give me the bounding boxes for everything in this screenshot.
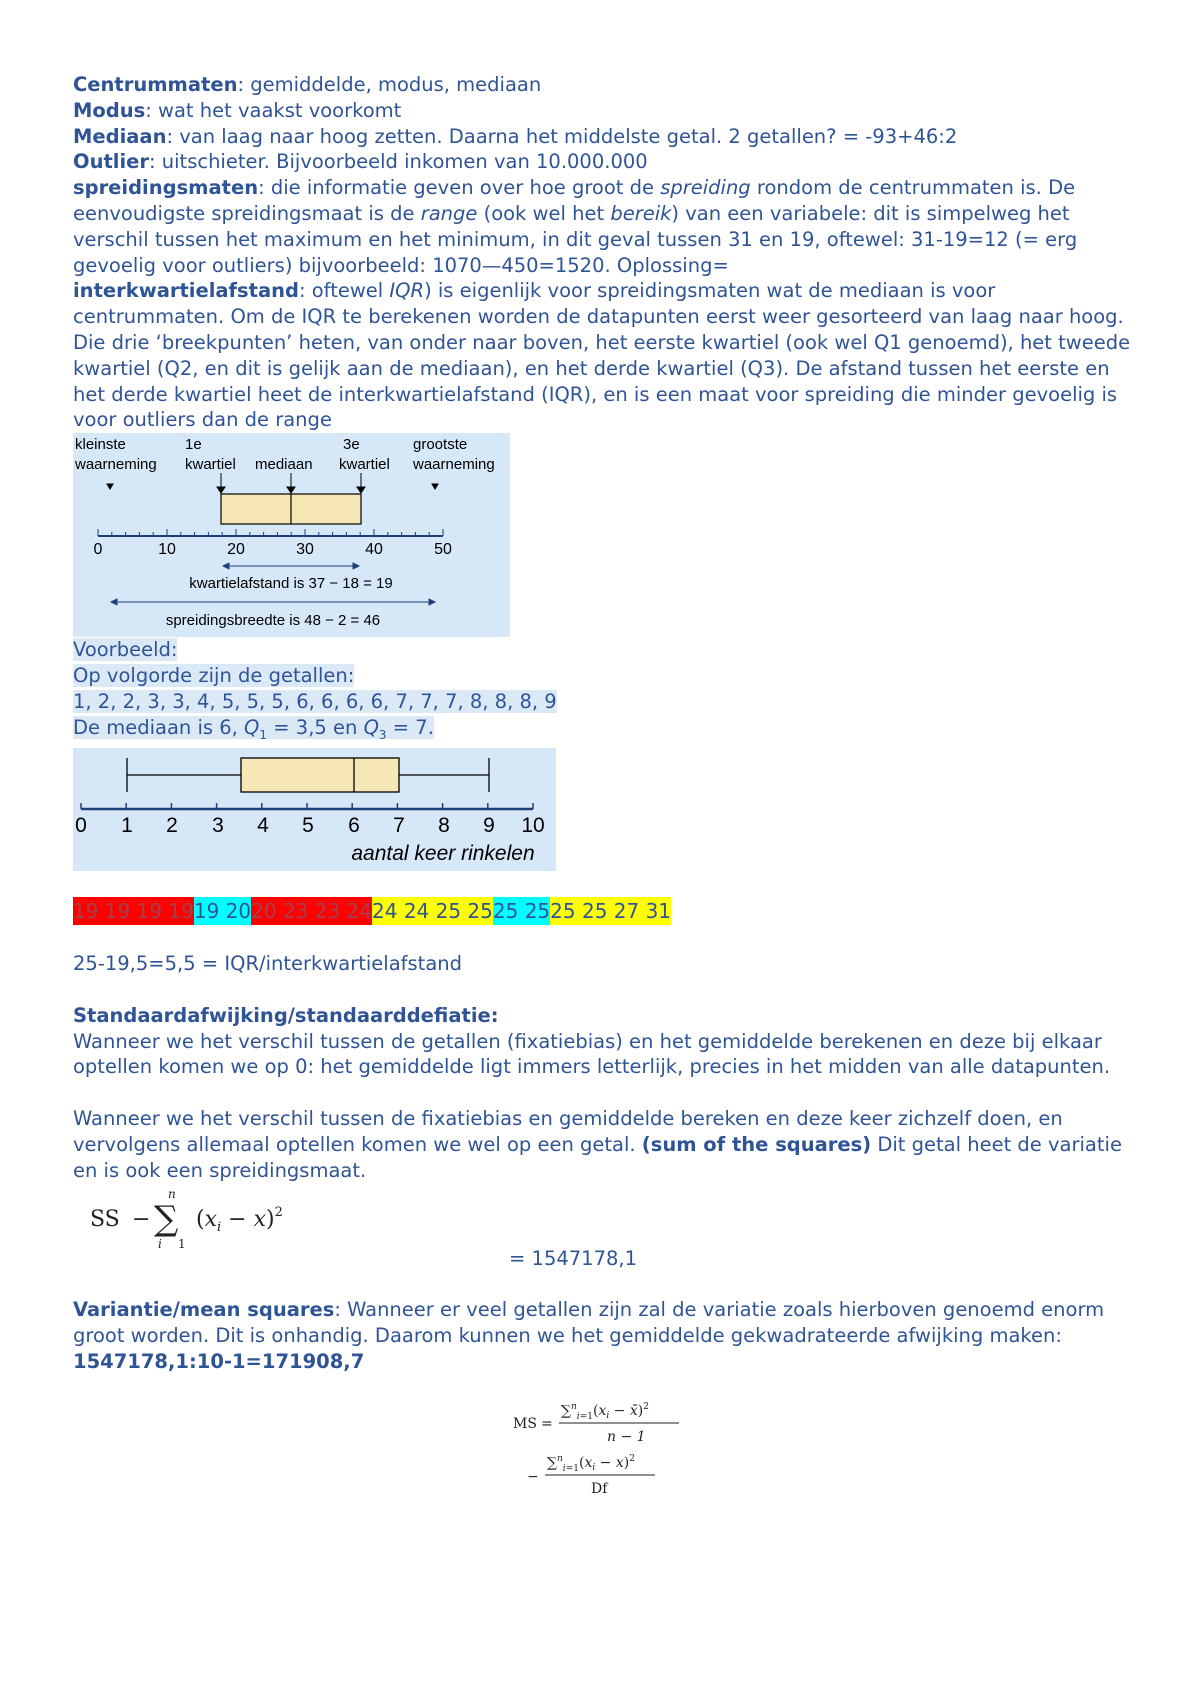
sigma-bottom-1: 1	[178, 1236, 186, 1251]
label-kwartiel-3: kwartiel	[339, 456, 390, 474]
term-mediaan: Mediaan	[73, 124, 167, 148]
text: bereik	[610, 201, 672, 225]
voorbeeld-line-4	[73, 715, 1133, 749]
text: 3	[378, 727, 387, 742]
ms-df: Df	[591, 1480, 608, 1497]
tick-50: 50	[434, 541, 452, 559]
segment-yellow-1: 24 24 25 25	[372, 899, 493, 924]
term-modus: Modus	[73, 98, 146, 122]
segment-cyan-1: 19 20	[193, 899, 252, 924]
tick-10: 10	[521, 814, 545, 838]
tick-5: 5	[302, 814, 314, 838]
voorbeeld-line-2	[73, 663, 1133, 689]
label-3e: 3e	[343, 436, 360, 454]
label-kleinste: kleinste	[75, 436, 126, 454]
text: : die informatie geven over hoe groot de	[258, 176, 661, 200]
term-sum-of-squares: (sum of the squares)	[641, 1133, 872, 1157]
ms-numerator: $\sum^n_i=1(x_i$ − x̄)$^2$	[561, 1401, 649, 1422]
example-iqr-box	[241, 758, 399, 792]
example-axis-label: aantal keer rinkelen	[351, 842, 535, 866]
ss-formula-svg	[88, 1188, 308, 1254]
line-centrummaten	[73, 72, 1133, 98]
range-text: spreidingsbreedte is 48 − 2 = 46	[165, 612, 381, 630]
text: Dit getal heet de variatie en is ook een spreidingsmaat.	[73, 1133, 1122, 1182]
text: Op volgorde zijn de getallen:	[73, 663, 355, 687]
para-spreidingsmaten	[73, 175, 1133, 278]
ss-formula	[73, 1184, 1133, 1251]
text: spreiding	[660, 176, 751, 200]
tick-20: 20	[227, 541, 245, 559]
para-variantie	[73, 1297, 1133, 1374]
ss-result: = 1547178,1	[509, 1246, 637, 1270]
text: 1	[259, 727, 268, 742]
ss-lhs: SS	[90, 1206, 120, 1232]
tick-2: 2	[166, 814, 178, 838]
tick-labels	[94, 541, 452, 558]
para-std-1: Wanneer we het verschil tussen de getallen (fixatiebias) en het gemiddelde berekenen en deze bij elkaar optellen komen we op 0: het gemiddelde ligt immers letterlijk, precies in het midden van alle datapunten.	[73, 1029, 1111, 1079]
label-1e: 1e	[185, 436, 202, 454]
ms-numerator-2: $\sum^n_i=1(x_i - x)^2$	[547, 1453, 635, 1474]
minor-ticks	[98, 529, 443, 536]
boxplot-explanation-figure	[73, 433, 510, 637]
text: IQR	[389, 279, 425, 303]
label-kwartiel-1: kwartiel	[185, 456, 236, 474]
document-body	[73, 72, 1133, 1495]
segment-cyan-2: 25 25	[492, 899, 551, 924]
term-outlier: Outlier	[73, 150, 149, 174]
iqr-calculation: 25-19,5=5,5 = IQR/interkwartielafstand	[73, 952, 463, 976]
text: = 7.	[386, 715, 434, 739]
text: ) van een variabele: dit is simpelweg het verschil tussen het maximum en het minimum, in dit geval tussen 31 en 19, oftewel: 31-19=12 (= erg gevoelig voor outliers) bijvoorbeeld: 1070—450=1520. Oplossing=	[73, 201, 1078, 277]
label-mediaan: mediaan	[255, 456, 313, 474]
tick-9: 9	[483, 814, 495, 838]
variantie-calc: 1547178,1:10-1=171908,7	[73, 1350, 365, 1373]
text: range	[420, 201, 478, 225]
sigma-top: n	[168, 1187, 176, 1201]
text: (ook wel het	[477, 201, 611, 225]
para-std-2	[73, 1106, 1133, 1183]
ms-formula	[73, 1375, 1133, 1495]
text: : van laag naar hoog zetten. Daarna het middelste getal. 2 getallen? = -93+46:2	[166, 124, 958, 148]
text: : uitschieter. Bijvoorbeeld inkomen van 10.000.000	[149, 150, 648, 174]
text: : Wanneer er veel getallen zijn zal de variatie zoals hierboven genoemd enorm groot worden. Dit is onhandig. Daarom kunnen we het gemiddelde gekwadrateerde afwijking maken:	[73, 1298, 1105, 1348]
text: Q	[363, 715, 379, 739]
tick-8: 8	[438, 814, 450, 838]
text: Voorbeeld:	[73, 638, 178, 662]
label-waarneming-right: waarneming	[413, 456, 495, 474]
tick-0: 0	[75, 814, 87, 838]
line-mediaan	[73, 124, 1133, 150]
ms-lhs: MS	[513, 1415, 537, 1432]
iqr-text: kwartielafstand is 37 − 18 = 19	[189, 575, 393, 593]
iqr-arrow	[223, 563, 359, 569]
label-grootste: grootste	[413, 436, 468, 454]
colored-number-row	[73, 899, 1133, 925]
ss-equals: −	[132, 1206, 151, 1232]
example-boxplot-figure	[73, 748, 556, 871]
tick-7: 7	[393, 814, 405, 838]
segment-red-2: 20 23 23 24	[251, 899, 373, 924]
sigma-symbol: ∑	[154, 1198, 179, 1239]
term-variantie: Variantie/mean squares	[73, 1298, 335, 1322]
tick-1: 1	[121, 814, 133, 838]
voorbeeld-line-1	[73, 637, 1133, 663]
text: : oftewel	[298, 279, 390, 303]
boxplot-explanation-svg	[73, 433, 510, 637]
line-modus	[73, 98, 1133, 124]
example-boxplot-svg	[73, 748, 556, 871]
text: ) is eigenlijk voor spreidingsmaten wat de mediaan is voor centrummaten. Om de IQR te berekenen worden de datapunten eerst weer gesorteerd van laag naar hoog. Die drie ‘breekpunten’ heten, van onder naar boven, het eerste kwartiel (ook wel Q1 genoemd), het tweede kwartiel (Q2, en dit is gelijk aan de mediaan), en het derde kwartiel (Q3). De afstand tussen het eerste en het derde kwartiel heet de interkwartielafstand (IQR), en is een maat voor spreiding die minder gevoelig is voor outliers dan de range	[73, 279, 1131, 432]
tick-10: 10	[158, 541, 176, 559]
line-outlier	[73, 149, 1133, 175]
sigma-bottom-i: i	[158, 1236, 162, 1251]
text: De mediaan is 6,	[73, 715, 245, 739]
ms-denominator: n − 1	[607, 1428, 646, 1445]
tick-30: 30	[296, 541, 314, 559]
pointer-arrows	[107, 473, 438, 493]
text: = 3,5 en	[267, 715, 364, 739]
tick-3: 3	[212, 814, 224, 838]
example-tick-labels	[75, 814, 545, 837]
text: : wat het vaakst voorkomt	[145, 98, 402, 122]
tick-0: 0	[93, 541, 103, 559]
tick-6: 6	[348, 814, 360, 838]
heading-standaardafwijking: Standaardafwijking/standaarddefiatie:	[73, 1003, 499, 1027]
text: Q	[244, 715, 260, 739]
tick-40: 40	[365, 541, 383, 559]
segment-red-1: 19 19 19 19	[73, 899, 194, 924]
tick-4: 4	[257, 814, 269, 838]
text: rondom de centrummaten is. De eenvoudigste spreidingsmaat is de	[73, 176, 1076, 225]
ms-equals: =	[541, 1415, 553, 1432]
term-spreidingsmaten: spreidingsmaten	[73, 176, 259, 200]
ss-term: $(x_i - x)^2$	[196, 1204, 283, 1235]
text: Wanneer we het verschil tussen de fixatiebias en gemiddelde bereken en deze keer zichzelf doen, en vervolgens allemaal optellen komen we wel op een getal.	[73, 1107, 1063, 1157]
term-centrummaten: Centrummaten	[73, 73, 238, 96]
label-waarneming-left: waarneming	[75, 456, 157, 474]
para-interkwartielafstand	[73, 278, 1133, 433]
voorbeeld-line-3	[73, 689, 1133, 715]
text: : gemiddelde, modus, mediaan	[237, 73, 542, 96]
ms-formula-svg	[513, 1393, 713, 1505]
range-arrow	[111, 599, 435, 605]
term-interkwartielafstand: interkwartielafstand	[73, 279, 299, 303]
segment-yellow-2: 25 25 27 31	[550, 899, 672, 924]
text: 1, 2, 2, 3, 3, 4, 5, 5, 5, 6, 6, 6, 6, 7, 7, 7, 8, 8, 8, 9	[73, 689, 557, 713]
ms-equals-2: −	[527, 1468, 539, 1485]
